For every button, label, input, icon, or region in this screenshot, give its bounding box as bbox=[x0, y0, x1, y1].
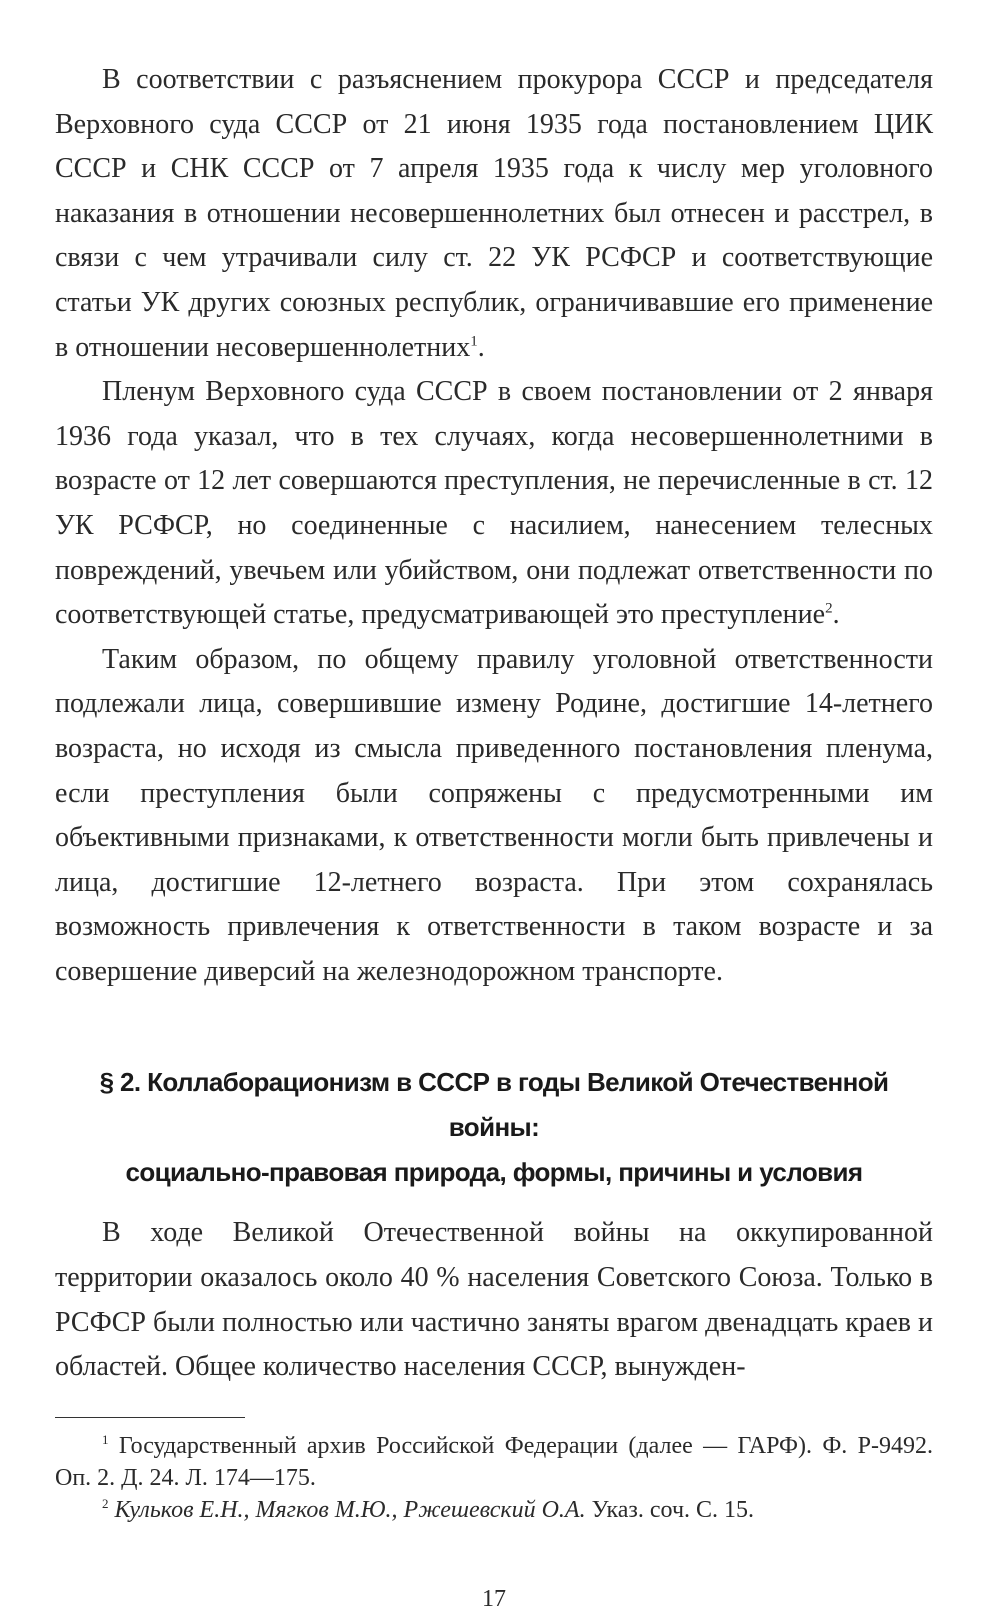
paragraph-1-text: В соответствии с разъяснением прокурора СССР и председателя Верховного суда СССР от 21 июня 1935 года постановлением ЦИК СССР и СНК СССР от 7 апреля 1935 года к числу мер уголовного наказания в отношении несовершеннолетних был отнесен и расстрел, в связи с чем утрачивали силу ст. 22 УК РСФСР и соответствующие статьи УК других союзных республик, ограничивавшие его применение в отношении несовершеннолетних bbox=[55, 64, 933, 363]
page-number: 17 bbox=[482, 1586, 506, 1612]
footnote-2-text: Указ. соч. С. 15. bbox=[591, 1496, 755, 1523]
footnote-ref-2: 2 bbox=[825, 600, 833, 617]
footnote-2-authors: Кульков Е.Н., Мягков М.Ю., Ржешевский О.А. bbox=[114, 1496, 586, 1523]
section-paragraph: В ходе Великой Отечественной войны на оккупированной территории оказалось около 40 % населения Советского Союза. Только в РСФСР были полностью или частично заняты врагом двенадцать краев и областей. Общее количество населения СССР, вынужден- bbox=[55, 1217, 933, 1383]
footnote-ref-1: 1 bbox=[470, 333, 478, 350]
footnote-1-number: 1 bbox=[102, 1431, 109, 1447]
paragraph-1 bbox=[55, 58, 933, 370]
paragraph-2-tail: . bbox=[832, 599, 840, 631]
paragraph-3: Таким образом, по общему правилу уголовной ответственности подлежали лица, совершившие измену Родине, достигшие 14-летнего возраста, но исходя из смысла приведенного постановления пленума, если преступления были сопряжены с предусмотренными им объективными признаками, к ответственности могли быть привлечены и лица, достигшие 12-летнего возраста. При этом сохранялась возможность привлечения к ответственности в таком возрасте и за совершение диверсий на железнодорожном транспорте. bbox=[55, 643, 933, 987]
paragraph-2 bbox=[55, 370, 933, 638]
footnote-divider bbox=[55, 1417, 245, 1418]
section-heading bbox=[55, 1060, 933, 1195]
book-page bbox=[55, 58, 933, 1612]
footnote-2-number: 2 bbox=[102, 1495, 109, 1511]
section-heading-line-1: § 2. Коллаборационизм в СССР в годы Великой Отечественной войны: bbox=[99, 1067, 889, 1143]
paragraph-1-tail: . bbox=[477, 331, 485, 363]
footnote-2 bbox=[55, 1494, 933, 1526]
footnote-1-text: Государственный архив Российской Федерации (далее — ГАРФ). Ф. Р-9492. Оп. 2. Д. 24. Л. 174—175. bbox=[55, 1432, 933, 1491]
paragraph-2-text: Пленум Верховного суда СССР в своем постановлении от 2 января 1936 года указал, что в тех случаях, когда несовершеннолетними в возрасте от 12 лет совершаются преступления, не перечисленные в ст. 12 УК РСФСР, но соединенные с насилием, нанесением телесных повреждений, увечьем или убийством, они подлежат ответственности по соответствующей статье, предусматривающей это преступление bbox=[55, 376, 933, 631]
footnote-1 bbox=[55, 1430, 933, 1494]
section-heading-line-2: социально-правовая природа, формы, причины и условия bbox=[125, 1157, 863, 1188]
